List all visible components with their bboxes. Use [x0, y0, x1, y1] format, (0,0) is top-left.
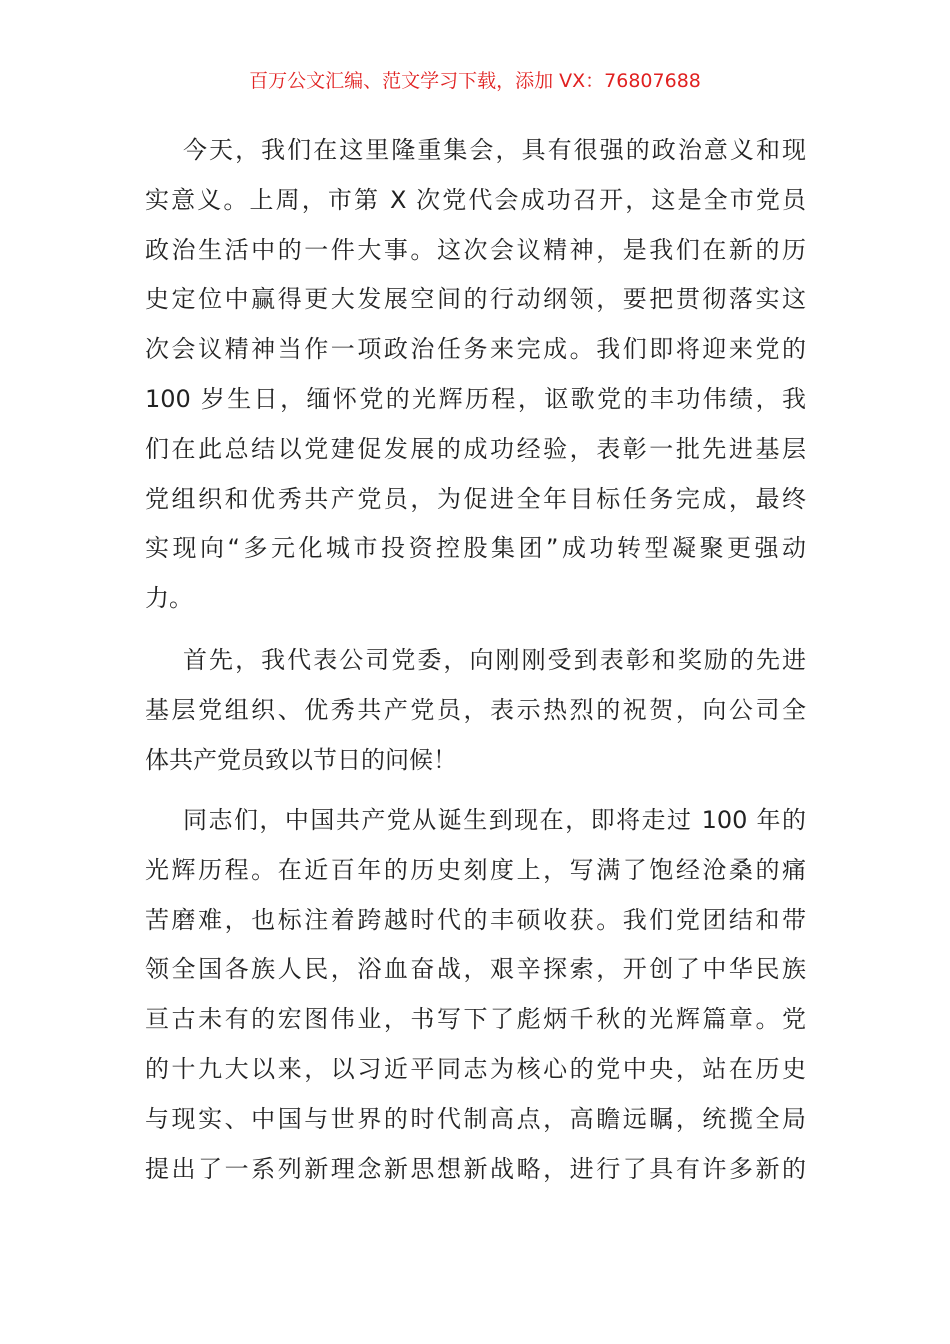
text-line: 今天，我们在这里隆重集会，具有很强的政治意义和现: [183, 136, 806, 164]
text-line: 光辉历程。在近百年的历史刻度上，写满了饱经沧桑的痛: [145, 855, 806, 884]
paragraph-3: [145, 796, 806, 1194]
text-line: 次会议精神当作一项政治任务来完成。我们即将迎来党的: [145, 335, 806, 364]
text-line: 体共产党员致以节日的问候！: [145, 745, 457, 774]
text-line: 的十九大以来，以习近平同志为核心的党中央，站在历史: [145, 1054, 806, 1083]
text-line: 力。: [145, 584, 193, 613]
text-line: 同志们，中国共产党从诞生到现在，即将走过 100 年的: [183, 806, 806, 834]
text-line: 政治生活中的一件大事。这次会议精神，是我们在新的历: [145, 235, 806, 264]
text-line: 亘古未有的宏图伟业，书写下了彪炳千秋的光辉篇章。党: [145, 1005, 806, 1034]
text-line: 首先，我代表公司党委，向刚刚受到表彰和奖励的先进: [183, 646, 806, 674]
text-line: 苦磨难，也标注着跨越时代的丰硕收获。我们党团结和带: [145, 905, 806, 934]
watermark-header: 百万公文汇编、范文学习下载，添加 VX：76807688: [249, 70, 701, 92]
text-line: 实意义。上周，市第 X 次党代会成功召开，这是全市党员: [145, 185, 806, 214]
text-line: 党组织和优秀共产党员，为促进全年目标任务完成，最终: [145, 484, 806, 513]
text-line: 提出了一系列新理念新思想新战略，进行了具有许多新的: [145, 1154, 806, 1183]
text-line: 领全国各族人民，浴血奋战，艰辛探索，开创了中华民族: [145, 955, 806, 984]
paragraph-2: [145, 636, 806, 785]
text-line: 基层党组织、优秀共产党员，表示热烈的祝贺，向公司全: [145, 695, 806, 724]
text-line: 实现向“多元化城市投资控股集团”成功转型凝聚更强动: [145, 534, 806, 563]
paragraph-1: [145, 126, 806, 624]
text-line: 与现实、中国与世界的时代制高点，高瞻远瞩，统揽全局: [145, 1104, 806, 1133]
text-line: 100 岁生日，缅怀党的光辉历程，讴歌党的丰功伟绩，我: [145, 384, 806, 413]
text-line: 们在此总结以党建促发展的成功经验，表彰一批先进基层: [145, 434, 806, 463]
text-line: 史定位中赢得更大发展空间的行动纲领，要把贯彻落实这: [145, 285, 806, 314]
